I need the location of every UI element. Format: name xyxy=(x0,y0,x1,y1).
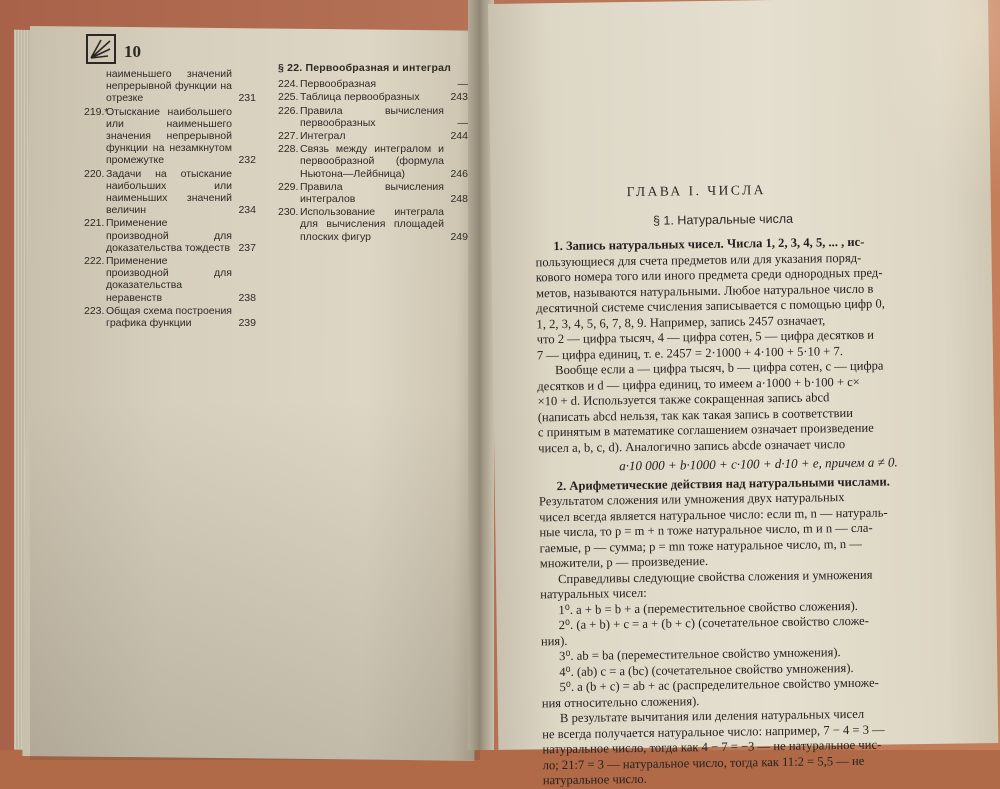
toc-entry xyxy=(278,130,468,142)
toc-entry-number: 225. xyxy=(278,91,299,104)
toc-entry xyxy=(278,91,468,103)
toc-entry-number: 224. xyxy=(278,78,299,91)
body-text-line: 1⁰. a + b = b + a (переместительное свойство сложения). xyxy=(558,598,858,617)
body-text-line: кового номера того или иного предмета среди однородных пред- xyxy=(535,265,883,285)
toc-entry xyxy=(278,143,468,180)
body-text-line: Вообще если a — цифра тысяч, b — цифра сотен, c — цифра xyxy=(555,358,884,378)
toc-entry-title: Задачи на отыскание наибольших или наименьших значений величин xyxy=(106,167,232,217)
body-text-line: 2. Арифметические действия над натуральными числами. xyxy=(556,473,890,493)
toc-entry-number: 227. xyxy=(278,130,299,143)
body-text-line: ×10 + d. Используется также сокращенная запись abcd xyxy=(537,390,830,409)
toc-entry-number xyxy=(84,68,106,105)
toc-entry-page: 232 xyxy=(238,154,256,167)
toc-entry xyxy=(84,255,256,304)
toc-entry-title: Связь между интегралом и первообразной (формула Ньютона—Лейбница) xyxy=(300,143,444,180)
toc-entry-number: 228. xyxy=(278,143,299,156)
body-text-line: 5⁰. a (b + c) = ab + ac (распределительное свойство умноже- xyxy=(559,675,879,695)
toc-entry-number: 221. xyxy=(84,217,105,230)
body-text-line: 4⁰. (ab) c = a (bc) (сочетательное свойство умножения). xyxy=(559,660,854,679)
toc-entry xyxy=(84,305,256,329)
toc-entry-title: Интеграл xyxy=(300,130,346,143)
toc-column-1 xyxy=(84,68,256,330)
toc-entry-title: Таблица первообразных xyxy=(300,91,420,104)
toc-entry-number: 220. xyxy=(84,167,105,180)
body-text-line: ло; 21:7 = 3 — натуральное число, тогда как 11:2 = 5,5 — не xyxy=(542,753,865,772)
body-text-line: Результатом сложения или умножения двух натуральных xyxy=(538,490,845,509)
right-page-body-text xyxy=(535,233,983,789)
toc-column-2 xyxy=(278,62,468,244)
toc-entry-page: — xyxy=(457,78,468,91)
body-text-line: В результате вычитания или деления натуральных чисел xyxy=(559,706,865,726)
toc-entry-page: 231 xyxy=(238,92,256,105)
toc-section-heading: § 22. Первообразная и интеграл xyxy=(278,62,451,74)
body-text-line: чисел всегда является натуральное число: если m, n — натураль- xyxy=(539,504,888,524)
body-text-line: десятков и d — цифра единиц, то имеем a·1000 + b·100 + c× xyxy=(537,374,860,393)
toc-entry-page: 249 xyxy=(450,230,468,243)
toc-entry-title: Использование интеграла для вычисления площадей плоских фигур xyxy=(300,206,444,243)
toc-entry-page: 238 xyxy=(238,291,256,304)
body-text-line: Справедливы следующие свойства сложения и умножения xyxy=(557,567,873,586)
chapter-title: ГЛАВА I. ЧИСЛА xyxy=(626,182,767,200)
toc-entry-number: 229. xyxy=(278,180,299,193)
body-text-line: множители, p — произведение. xyxy=(539,553,709,571)
body-text-line: 3⁰. ab = ba (переместительное свойство умножения). xyxy=(559,645,841,664)
toc-entry-number: 219.* xyxy=(84,105,109,118)
body-text-line: с принятым в математике соглашением означает произведение xyxy=(537,420,874,440)
toc-entry-number: 222. xyxy=(84,255,105,268)
toc-entry xyxy=(278,206,468,243)
publisher-logo-icon xyxy=(86,34,116,64)
toc-entry-title: Правила вычисления первообразных xyxy=(300,104,444,129)
toc-entry xyxy=(84,106,256,167)
body-text-line: ния). xyxy=(540,633,568,648)
toc-entry-title: Первообразная xyxy=(300,78,377,91)
toc-entry-title: Применение производной для доказательства тождеств xyxy=(106,217,232,254)
right-page xyxy=(488,0,998,788)
toc-entry-page: 248 xyxy=(450,193,468,206)
toc-entry xyxy=(84,168,256,217)
toc-entry-page: 246 xyxy=(450,167,468,180)
body-text-line: натуральных чисел: xyxy=(540,585,647,602)
toc-entry-title: Отыскание наибольшего или наименьшего значения непрерывной функции на незамкнутом промежутке xyxy=(106,105,232,167)
toc-entry-page: 234 xyxy=(238,204,256,217)
toc-entry-page: 243 xyxy=(450,91,468,104)
body-text-line: что 2 — цифра тысяч, 4 — цифра сотен, 5 — цифра десятков и xyxy=(536,327,875,347)
toc-entry xyxy=(84,217,256,254)
body-text-line: ния относительно сложения). xyxy=(541,693,700,710)
toc-entry-title: наименьшего значений непрерывной функции на отрезке xyxy=(106,68,232,105)
body-text-line: не всегда получается натуральное число: например, 7 − 4 = 3 — xyxy=(542,722,885,741)
toc-entry-title: Применение производной для доказательства неравенств xyxy=(106,255,232,304)
toc-entry-number: 226. xyxy=(278,104,299,117)
body-text-line: 1, 2, 3, 4, 5, 6, 7, 8, 9. Например, запись 2457 означает, xyxy=(536,312,826,331)
toc-entry-title: Общая схема построения графика функции xyxy=(106,304,232,330)
left-page-number: 10 xyxy=(124,42,141,61)
toc-entry-number: 230. xyxy=(278,206,299,219)
body-text-line: натуральное число, тогда как 4 − 7 = −3 — не натуральное чис- xyxy=(542,737,882,757)
body-text-line: 1. Запись натуральных чисел. Числа 1, 2, 3, 4, 5, ... , ис- xyxy=(553,234,865,254)
section-title: § 1. Натуральные числа xyxy=(652,211,794,228)
toc-entry-page: — xyxy=(457,116,468,129)
toc-entry xyxy=(278,78,468,90)
toc-entry-page: 239 xyxy=(238,317,256,330)
toc-entry xyxy=(84,68,256,105)
toc-entry xyxy=(278,105,468,129)
body-text-line: десятичной системе счисления записывается с помощью цифр 0, xyxy=(536,296,885,316)
body-text-line: чисел a, b, c, d). Аналогично запись abcde означает число xyxy=(538,436,846,455)
body-text-line: 7 — цифра единиц, т. е. 2457 = 2·1000 + 4·100 + 5·10 + 7. xyxy=(536,343,844,362)
toc-entry-number: 223. xyxy=(84,304,105,317)
toc-entry-title: Правила вычисления интегралов xyxy=(300,180,444,206)
body-text-line: (написать abcd нельзя, так как такая запись в соответствии xyxy=(537,405,854,424)
body-text-line: ные числа, то p = m + n тоже натуральное число, m и n — сла- xyxy=(539,520,873,540)
toc-entry xyxy=(278,181,468,205)
toc-entry-page: 237 xyxy=(238,241,256,254)
body-text-line: пользующиеся для счета предметов или для указания поряд- xyxy=(535,250,862,269)
body-text-line: гаемые, p — сумма; p = mn тоже натуральное число, m, n — xyxy=(539,536,862,555)
body-text-line: метов, называются натуральными. Любое натуральное число в xyxy=(535,281,874,300)
toc-entry-page: 244 xyxy=(450,130,468,143)
body-text-line: 2⁰. (a + b) + c = a + (b + c) (сочетательное свойство сложе- xyxy=(558,613,869,633)
body-text-line: a·10 000 + b·1000 + c·100 + d·10 + e, причем a ≠ 0. xyxy=(619,454,898,474)
body-text-line: натуральное число. xyxy=(542,771,647,788)
